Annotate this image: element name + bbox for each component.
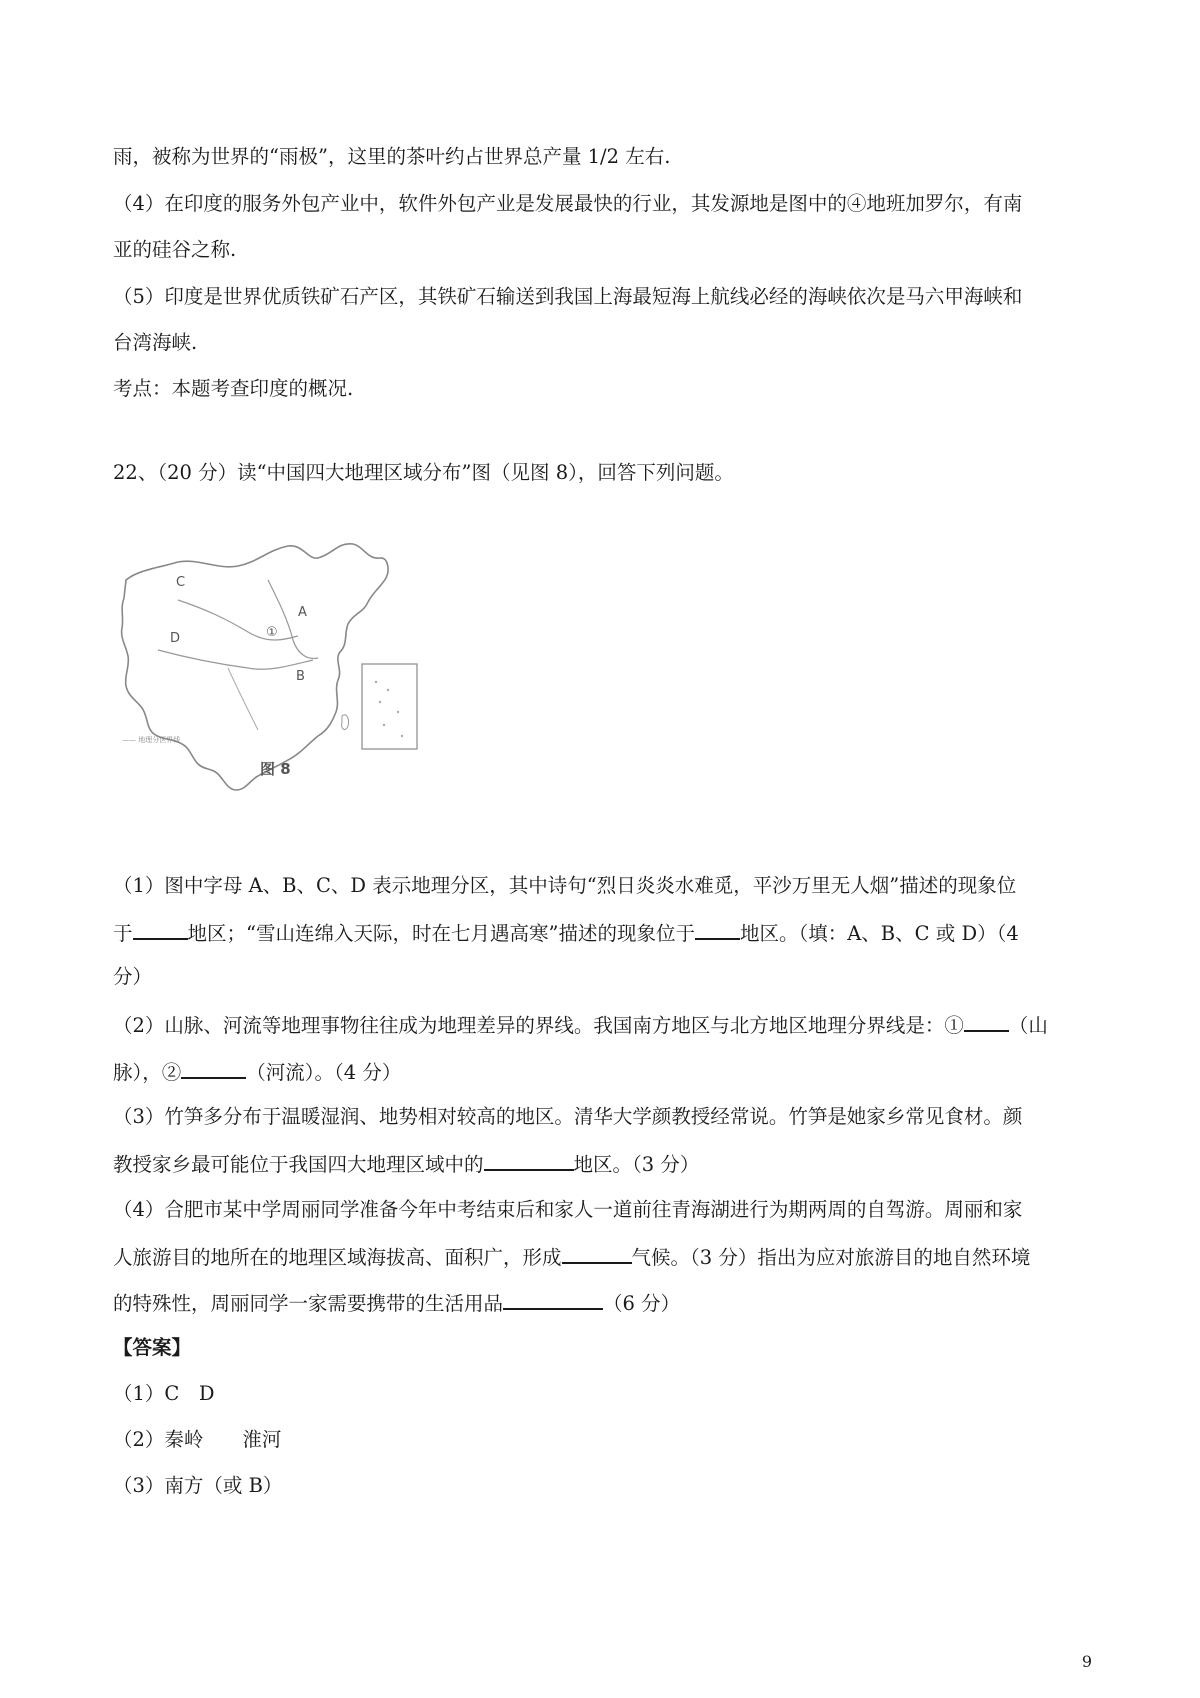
q4-line-2 <box>113 1244 1030 1270</box>
q1-line-3: 分） <box>113 965 153 988</box>
q2-blank-1 <box>964 1012 1009 1032</box>
text-line-3: 亚的硅谷之称. <box>113 238 237 261</box>
q4-text-4: （6 分） <box>603 1292 681 1315</box>
q4-text-1: 人旅游目的地所在的地理区域海拔高、面积广，形成 <box>113 1246 562 1269</box>
q2-text-3: 脉），② <box>113 1061 182 1084</box>
q1-line-1: （1）图中字母 A、B、C、D 表示地理分区，其中诗句“烈日炎炎水难觅，平沙万里无人烟”描述的现象位 <box>113 874 1017 897</box>
q4-blank-2 <box>503 1290 603 1310</box>
q1-text-1: 于 <box>113 922 133 945</box>
text-line-5: 台湾海峡. <box>113 331 198 354</box>
boundary-line-4 <box>228 668 258 730</box>
q1-text-2: 地区；“雪山连绵入天际，时在七月遇高寒”描述的现象位于 <box>187 922 695 945</box>
map-figure <box>118 540 428 840</box>
q1-blank-2 <box>695 920 740 940</box>
map-label-d: D <box>170 631 181 646</box>
answer-3: （3）南方（或 B） <box>113 1474 283 1497</box>
answer-heading: 【答案】 <box>113 1336 192 1359</box>
text-line-2: （4）在印度的服务外包产业中，软件外包产业是发展最快的行业，其发源地是图中的④地班加罗尔，有南 <box>113 192 1023 215</box>
q2-blank-2 <box>181 1059 246 1079</box>
q2-line-2 <box>113 1059 401 1085</box>
q2-text-4: （河流）。（4 分） <box>246 1061 402 1084</box>
q3-line-2 <box>113 1151 699 1177</box>
map-label-a: A <box>298 605 307 620</box>
q3-text-1: 教授家乡最可能位于我国四大地理区域中的 <box>113 1153 484 1176</box>
boundary-line-3 <box>268 580 318 658</box>
q2-text-2: （山 <box>1008 1014 1048 1037</box>
map-label-c: C <box>176 575 186 590</box>
q1-blank-1 <box>133 920 188 940</box>
map-label-b: B <box>296 669 305 684</box>
q4-text-2: 气候。（3 分）指出为应对旅游目的地自然环境 <box>631 1246 1031 1269</box>
china-outline <box>122 544 388 790</box>
question-22-title: 22、（20 分）读“中国四大地理区域分布”图（见图 8），回答下列问题。 <box>113 461 734 484</box>
china-regions-map <box>118 540 428 840</box>
q4-blank-1 <box>562 1244 632 1264</box>
map-legend: —— 地理分区界线 <box>122 736 181 744</box>
map-label-1: ① <box>266 625 278 640</box>
q2-line-1 <box>113 1012 1048 1038</box>
text-line-4: （5）印度是世界优质铁矿石产区，其铁矿石输送到我国上海最短海上航线必经的海峡依次是马六甲海峡和 <box>113 285 1023 308</box>
q2-text-1: （2）山脉、河流等地理事物往往成为地理差异的界线。我国南方地区与北方地区地理分界线是：① <box>113 1014 964 1037</box>
text-line-1: 雨，被称为世界的“雨极”，这里的茶叶约占世界总产量 1/2 左右. <box>113 145 671 168</box>
q4-text-3: 的特殊性，周丽同学一家需要携带的生活用品 <box>113 1292 504 1315</box>
exam-point: 考点：本题考查印度的概况. <box>113 377 354 400</box>
q3-blank <box>484 1151 574 1171</box>
q1-text-3: 地区。（填：A、B、C 或 D）（4 <box>739 922 1019 945</box>
q4-line-1: （4）合肥市某中学周丽同学准备今年中考结束后和家人一道前往青海湖进行为期两周的自驾游。周丽和家 <box>113 1198 1023 1221</box>
answer-2: （2）秦岭 淮河 <box>113 1428 282 1451</box>
south-sea-inset <box>362 664 417 749</box>
boundary-line-2 <box>158 650 313 669</box>
map-caption: 图 8 <box>260 760 291 778</box>
answer-1: （1）C D <box>113 1382 215 1405</box>
q3-line-1: （3）竹笋多分布于温暖湿润、地势相对较高的地区。清华大学颜教授经常说。竹笋是她家乡常见食材。颜 <box>113 1105 1023 1128</box>
q4-line-3 <box>113 1290 680 1316</box>
inset-islands <box>375 681 403 737</box>
q1-line-2 <box>113 920 1019 946</box>
q3-text-2: 地区。（3 分） <box>573 1153 700 1176</box>
taiwan-island <box>342 715 349 730</box>
page-number: 9 <box>1081 1652 1092 1671</box>
